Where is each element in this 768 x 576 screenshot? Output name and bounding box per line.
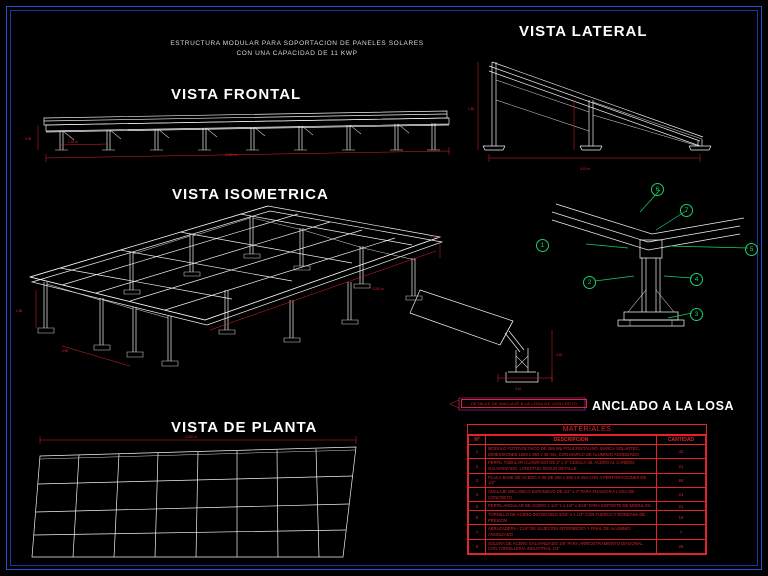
dim-lateral-length: 4.15 m xyxy=(580,167,590,171)
cell-num: 7 xyxy=(469,525,486,539)
table-row xyxy=(469,511,706,525)
cell-qty: 25 xyxy=(657,539,706,553)
balloon-7: 7 xyxy=(680,204,693,217)
balloon-6: 6 xyxy=(651,183,664,196)
cell-desc: PERFIL ANGULAR DE ACERO 1 1/2" x 1 1/2" x 3/16" PARA SOPORTE DE MODULOS xyxy=(486,502,657,511)
dim-lateral-height: 1.85 xyxy=(468,107,475,111)
cell-qty: 7 xyxy=(657,525,706,539)
dim-iso-h1: 1.85 xyxy=(16,309,23,313)
table-row xyxy=(469,473,706,487)
balloon-3: 3 xyxy=(690,308,703,321)
table-row xyxy=(469,525,706,539)
materials-header-row xyxy=(469,436,706,445)
balloon-1: 1 xyxy=(536,239,549,252)
cell-desc: PLACA BASE DE ACERO A-36 DE 200 x 200 x 6 mm CON 4 PERFORACIONES DE 1/2" xyxy=(486,473,657,487)
title-vista-planta: VISTA DE PLANTA xyxy=(171,419,318,436)
title-vista-isometrica: VISTA ISOMETRICA xyxy=(172,186,329,203)
dimensions-planta xyxy=(40,436,356,444)
cell-qty: 42 xyxy=(657,445,706,459)
balloon-5: 5 xyxy=(745,243,758,256)
dim-frontal-height: 0.95 xyxy=(25,137,32,141)
cell-qty: 21 xyxy=(657,459,706,473)
dim-iso-width: 4.15 m xyxy=(430,235,440,239)
cell-desc: PERFIL TUBULAR CUADRADO DE 2" x 2" CEDULA 40, ACERO AL CARBON GALVANIZADO, LONGITUD SEGUN DETALLE xyxy=(486,459,657,473)
dim-anchor-bolt: 0.10 xyxy=(515,387,522,391)
view-isometrica xyxy=(30,206,442,366)
cell-num: 8 xyxy=(469,539,486,553)
cell-desc: TORNILLO DE ACERO INOXIDABLE 5/16" x 1 1/4" CON TUERCA Y RONDANA DE PRESION xyxy=(486,511,657,525)
detail-anclado-losa xyxy=(552,204,744,326)
materials-caption: MATERIALES xyxy=(468,425,706,435)
dim-anchor-plate: 0.20 xyxy=(556,353,563,357)
cell-qty: 21 xyxy=(657,502,706,511)
table-row xyxy=(469,502,706,511)
title-vista-frontal: VISTA FRONTAL xyxy=(171,86,302,103)
dim-planta-width: 12.80 m xyxy=(185,435,197,439)
col-num: N° xyxy=(469,436,486,445)
title-vista-lateral: VISTA LATERAL xyxy=(519,23,648,40)
cell-qty: 21 xyxy=(657,488,706,502)
cell-num: 2 xyxy=(469,459,486,473)
cell-num: 5 xyxy=(469,502,486,511)
cell-num: 6 xyxy=(469,511,486,525)
dim-iso-long: 12.80 m xyxy=(372,287,384,291)
balloon-2: 2 xyxy=(583,276,596,289)
table-row xyxy=(469,488,706,502)
table-row xyxy=(469,459,706,473)
cell-desc: MODULO FOTOVOLTAICO DE 265 Wp POLICRISTALINO, MARCA SOLARTEC, DIMENSIONES 1650 x 992 x 40 mm, CON MARCO DE ALUMINIO ANODIZADO xyxy=(486,445,657,459)
cell-qty: 84 xyxy=(657,473,706,487)
dim-frontal-total: 12.80 m xyxy=(225,153,237,157)
view-planta xyxy=(32,447,356,557)
cell-num: 4 xyxy=(469,488,486,502)
dimensions-isometrica xyxy=(36,244,440,366)
view-lateral xyxy=(483,62,711,150)
col-qty: CANTIDAD xyxy=(657,436,706,445)
balloon-4: 4 xyxy=(690,273,703,286)
detail-note-text: DETALLE DE ANCLAJE A LA LOSA DE CONCRETO xyxy=(461,399,587,408)
col-desc: DESCRIPCION xyxy=(486,436,657,445)
cell-desc: ABRAZADERA / CLIP DE SUJECION INTERMEDIO Y FINAL DE ALUMINIO ANODIZADO xyxy=(486,525,657,539)
cell-num: 3 xyxy=(469,473,486,487)
table-row xyxy=(469,445,706,459)
header-line-2: CON UNA CAPACIDAD DE 11 KWP xyxy=(236,49,358,57)
dim-iso-h2: 0.95 xyxy=(62,349,69,353)
detail-anclaje-small xyxy=(410,290,538,382)
table-row xyxy=(469,539,706,553)
cell-num: 1 xyxy=(469,445,486,459)
materials-table xyxy=(467,424,707,555)
title-anclado-losa: ANCLADO A LA LOSA xyxy=(592,399,735,413)
dimensions-frontal xyxy=(38,125,449,162)
balloon-leaders xyxy=(586,190,748,318)
cell-desc: ANCLAJE MECANICO EXPANSIVO DE 1/2" x 4" PARA FIJACION A LOSA DE CONCRETO xyxy=(486,488,657,502)
dim-frontal-partial: 1.20 m xyxy=(68,140,78,144)
cell-desc: SOLERA DE ACERO GALVANIZADO 1/8" PARA ARRIOSTRAMIENTO DIAGONAL, CON TORNILLERIA INDUSTRIAL 1/4" xyxy=(486,539,657,553)
header-line-1: ESTRUCTURA MODULAR PARA SOPORTACION DE PANELES SOLARES xyxy=(170,40,424,47)
cell-qty: 15 xyxy=(657,511,706,525)
